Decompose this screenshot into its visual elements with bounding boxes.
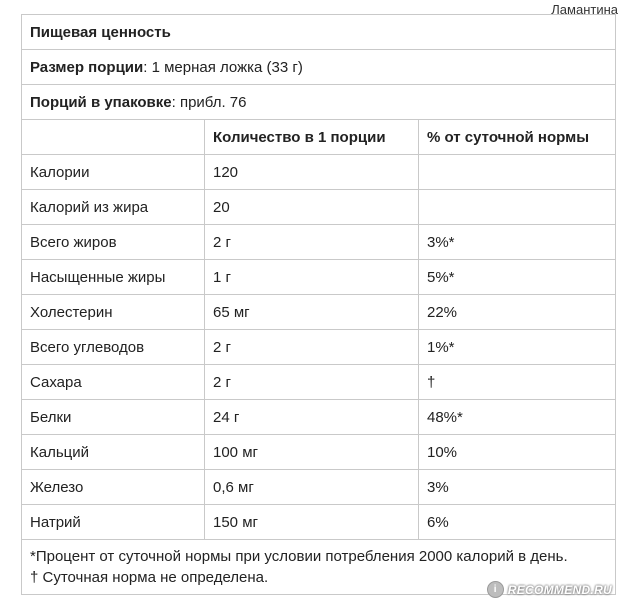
table-row (22, 295, 616, 330)
nutrient-name: Холестерин (22, 295, 205, 330)
nutrient-amount: 2 г (205, 365, 419, 400)
table-row (22, 365, 616, 400)
nutrient-amount: 100 мг (205, 435, 419, 470)
table-row (22, 225, 616, 260)
nutrient-name: Натрий (22, 505, 205, 540)
nutrient-amount: 150 мг (205, 505, 419, 540)
table-row (22, 330, 616, 365)
nutrient-daily-value: 22% (419, 295, 616, 330)
serving-size-value: : 1 мерная ложка (33 г) (143, 58, 303, 76)
nutrient-rows (22, 155, 616, 540)
nutrient-amount: 65 мг (205, 295, 419, 330)
nutrient-amount: 24 г (205, 400, 419, 435)
nutrient-amount: 20 (205, 190, 419, 225)
nutrient-name: Всего жиров (22, 225, 205, 260)
servings-per-container-row (22, 85, 616, 120)
nutrient-amount: 2 г (205, 330, 419, 365)
footnote-dagger: † Суточная норма не определена. (30, 569, 269, 586)
nutrient-daily-value: 48%* (419, 400, 616, 435)
watermark-text: RECOMMEND.RU (507, 582, 612, 597)
header-amount: Количество в 1 порции (205, 120, 419, 155)
nutrient-daily-value: 1%* (419, 330, 616, 365)
nutrient-daily-value: 3%* (419, 225, 616, 260)
nutrient-daily-value (419, 155, 616, 190)
nutrient-daily-value: 6% (419, 505, 616, 540)
title-row (22, 15, 616, 50)
table-row (22, 400, 616, 435)
nutrient-amount: 2 г (205, 225, 419, 260)
nutrient-daily-value: 5%* (419, 260, 616, 295)
author-username[interactable]: Ламантина (551, 2, 618, 17)
footnote-daily-value: *Процент от суточной нормы при условии потребления 2000 калорий в день. (30, 548, 568, 565)
nutrient-name: Кальций (22, 435, 205, 470)
nutrient-amount: 1 г (205, 260, 419, 295)
watermark (487, 581, 612, 598)
nutrient-amount: 120 (205, 155, 419, 190)
nutrient-name: Насыщенные жиры (22, 260, 205, 295)
nutrient-name: Всего углеводов (22, 330, 205, 365)
serving-size-row (22, 50, 616, 85)
serving-size-label: Размер порции (30, 58, 144, 76)
nutrient-daily-value: 3% (419, 470, 616, 505)
nutrient-daily-value: 10% (419, 435, 616, 470)
nutrient-daily-value: † (419, 365, 616, 400)
nutrition-facts-table (21, 14, 616, 595)
nutrient-daily-value (419, 190, 616, 225)
servings-label: Порций в упаковке (30, 93, 172, 111)
table-row (22, 505, 616, 540)
nutrient-name: Калории (22, 155, 205, 190)
servings-value: : прибл. 76 (171, 93, 247, 111)
header-daily-value: % от суточной нормы (419, 120, 616, 155)
nutrient-name: Калорий из жира (22, 190, 205, 225)
recommend-logo-icon: i (487, 581, 504, 598)
table-row (22, 155, 616, 190)
nutrient-name: Железо (22, 470, 205, 505)
header-row (22, 120, 616, 155)
table-row (22, 260, 616, 295)
nutrient-amount: 0,6 мг (205, 470, 419, 505)
nutrient-name: Сахара (22, 365, 205, 400)
nutrient-name: Белки (22, 400, 205, 435)
header-nutrient (22, 120, 205, 155)
table-title: Пищевая ценность (22, 15, 616, 50)
table-row (22, 470, 616, 505)
table-row (22, 190, 616, 225)
table-row (22, 435, 616, 470)
